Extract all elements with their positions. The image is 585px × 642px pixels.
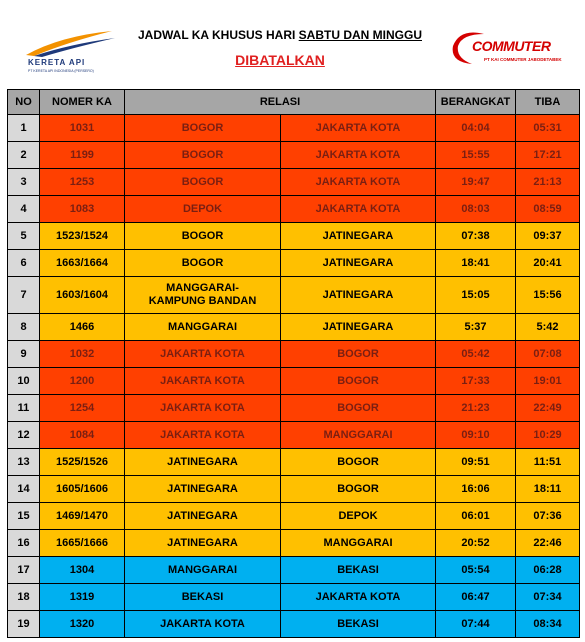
cell-no: 1 <box>8 115 40 142</box>
cell-departure: 06:01 <box>436 503 516 530</box>
cell-nomer-ka: 1199 <box>40 142 125 169</box>
cell-from-line1: MANGGARAI- <box>166 282 239 294</box>
cell-from: JATINEGARA <box>125 476 281 503</box>
kai-logo-subtitle: PT KERETA API INDONESIA (PERSERO) <box>28 69 94 73</box>
cell-nomer-ka: 1304 <box>40 557 125 584</box>
cell-departure: 07:38 <box>436 223 516 250</box>
title-block <box>130 28 430 68</box>
cell-departure: 05:42 <box>436 341 516 368</box>
cell-arrival: 06:28 <box>516 557 580 584</box>
table-header-row <box>8 90 580 115</box>
cell-departure: 20:52 <box>436 530 516 557</box>
header-tiba: TIBA <box>516 90 580 115</box>
cell-from: MANGGARAI <box>125 557 281 584</box>
cell-no: 14 <box>8 476 40 503</box>
table-row <box>8 368 580 395</box>
cell-arrival: 09:37 <box>516 223 580 250</box>
table-row <box>8 196 580 223</box>
cell-from: JATINEGARA <box>125 449 281 476</box>
cell-departure: 16:06 <box>436 476 516 503</box>
cell-from-line2: KAMPUNG BANDAN <box>148 295 257 307</box>
cell-arrival: 22:49 <box>516 395 580 422</box>
cell-from: BOGOR <box>125 250 281 277</box>
cell-to: BOGOR <box>281 368 436 395</box>
schedule-table <box>7 89 580 638</box>
cell-nomer-ka: 1466 <box>40 314 125 341</box>
table-row <box>8 476 580 503</box>
cell-to: MANGGARAI <box>281 422 436 449</box>
page-title <box>130 28 430 42</box>
cell-arrival: 21:13 <box>516 169 580 196</box>
cell-no: 19 <box>8 611 40 638</box>
cell-arrival: 08:59 <box>516 196 580 223</box>
cell-nomer-ka: 1254 <box>40 395 125 422</box>
cell-nomer-ka: 1663/1664 <box>40 250 125 277</box>
cell-no: 11 <box>8 395 40 422</box>
header-relasi: RELASI <box>125 90 436 115</box>
cell-to: JATINEGARA <box>281 314 436 341</box>
commuter-logo <box>450 28 580 72</box>
cell-nomer-ka: 1525/1526 <box>40 449 125 476</box>
cell-to: BEKASI <box>281 557 436 584</box>
cell-to: BOGOR <box>281 341 436 368</box>
title-prefix: JADWAL KA KHUSUS HARI <box>137 28 299 42</box>
cell-nomer-ka: 1031 <box>40 115 125 142</box>
cell-from: MANGGARAI <box>125 314 281 341</box>
cell-nomer-ka: 1320 <box>40 611 125 638</box>
cell-from: BOGOR <box>125 169 281 196</box>
cell-to: JATINEGARA <box>281 277 436 314</box>
cell-departure: 05:54 <box>436 557 516 584</box>
cell-arrival: 18:11 <box>516 476 580 503</box>
title-days: SABTU DAN MINGGU <box>298 28 422 42</box>
table-row <box>8 503 580 530</box>
table-row <box>8 611 580 638</box>
cell-arrival: 11:51 <box>516 449 580 476</box>
cancelled-status: DIBATALKAN <box>235 52 325 68</box>
cell-nomer-ka: 1523/1524 <box>40 223 125 250</box>
table-row <box>8 250 580 277</box>
cell-nomer-ka: 1032 <box>40 341 125 368</box>
cell-no: 17 <box>8 557 40 584</box>
cell-departure: 15:05 <box>436 277 516 314</box>
cell-no: 12 <box>8 422 40 449</box>
cell-departure: 08:03 <box>436 196 516 223</box>
cell-departure: 09:51 <box>436 449 516 476</box>
cell-arrival: 08:34 <box>516 611 580 638</box>
kereta-api-logo <box>20 28 120 78</box>
cell-departure: 17:33 <box>436 368 516 395</box>
header-berangkat: BERANGKAT <box>436 90 516 115</box>
table-row <box>8 584 580 611</box>
cell-no: 6 <box>8 250 40 277</box>
table-row <box>8 557 580 584</box>
cell-departure: 07:44 <box>436 611 516 638</box>
table-row <box>8 395 580 422</box>
cell-no: 9 <box>8 341 40 368</box>
cell-no: 13 <box>8 449 40 476</box>
cell-from: DEPOK <box>125 196 281 223</box>
cell-from: JATINEGARA <box>125 503 281 530</box>
cell-departure: 5:37 <box>436 314 516 341</box>
commuter-logo-text: COMMUTER <box>472 38 551 54</box>
cell-no: 7 <box>8 277 40 314</box>
cell-from: BOGOR <box>125 223 281 250</box>
cell-nomer-ka: 1605/1606 <box>40 476 125 503</box>
cell-arrival: 20:41 <box>516 250 580 277</box>
table-row <box>8 314 580 341</box>
cell-arrival: 07:08 <box>516 341 580 368</box>
table-row <box>8 422 580 449</box>
cell-departure: 15:55 <box>436 142 516 169</box>
cell-nomer-ka: 1319 <box>40 584 125 611</box>
kai-logo-text: KERETA API <box>28 58 86 67</box>
table-row <box>8 530 580 557</box>
cell-arrival: 15:56 <box>516 277 580 314</box>
cell-from: JATINEGARA <box>125 530 281 557</box>
cell-to: JATINEGARA <box>281 223 436 250</box>
cell-departure: 04:04 <box>436 115 516 142</box>
cell-no: 15 <box>8 503 40 530</box>
table-row <box>8 223 580 250</box>
header-no: NO <box>8 90 40 115</box>
cell-departure: 09:10 <box>436 422 516 449</box>
cell-to: JAKARTA KOTA <box>281 115 436 142</box>
header <box>0 0 585 88</box>
cell-to: JAKARTA KOTA <box>281 142 436 169</box>
header-nomer-ka: NOMER KA <box>40 90 125 115</box>
cell-from: JAKARTA KOTA <box>125 368 281 395</box>
kai-swoosh-icon <box>20 28 120 58</box>
cell-nomer-ka: 1084 <box>40 422 125 449</box>
cell-nomer-ka: 1200 <box>40 368 125 395</box>
cell-departure: 06:47 <box>436 584 516 611</box>
cell-to: BOGOR <box>281 395 436 422</box>
table-row <box>8 449 580 476</box>
cell-to: JATINEGARA <box>281 250 436 277</box>
cell-departure: 18:41 <box>436 250 516 277</box>
cell-from: BOGOR <box>125 115 281 142</box>
cell-nomer-ka: 1253 <box>40 169 125 196</box>
cell-no: 3 <box>8 169 40 196</box>
cell-to: JAKARTA KOTA <box>281 169 436 196</box>
cell-nomer-ka: 1083 <box>40 196 125 223</box>
cell-arrival: 05:31 <box>516 115 580 142</box>
cell-no: 5 <box>8 223 40 250</box>
table-row <box>8 142 580 169</box>
cell-arrival: 07:34 <box>516 584 580 611</box>
cell-to: BOGOR <box>281 476 436 503</box>
cell-departure: 21:23 <box>436 395 516 422</box>
cell-no: 8 <box>8 314 40 341</box>
cell-no: 2 <box>8 142 40 169</box>
cell-from: JAKARTA KOTA <box>125 395 281 422</box>
cell-nomer-ka: 1469/1470 <box>40 503 125 530</box>
cell-arrival: 22:46 <box>516 530 580 557</box>
cell-to: BEKASI <box>281 611 436 638</box>
table-row <box>8 341 580 368</box>
cell-nomer-ka: 1603/1604 <box>40 277 125 314</box>
cell-from: BEKASI <box>125 584 281 611</box>
cell-arrival: 07:36 <box>516 503 580 530</box>
table-row <box>8 277 580 314</box>
cell-arrival: 17:21 <box>516 142 580 169</box>
cell-arrival: 19:01 <box>516 368 580 395</box>
cell-to: JAKARTA KOTA <box>281 196 436 223</box>
commuter-logo-subtitle: PT KAI COMMUTER JABODETABEK <box>484 57 562 62</box>
cell-to: DEPOK <box>281 503 436 530</box>
cell-to: MANGGARAI <box>281 530 436 557</box>
cell-no: 4 <box>8 196 40 223</box>
cell-no: 16 <box>8 530 40 557</box>
cell-from: JAKARTA KOTA <box>125 341 281 368</box>
cell-to: BOGOR <box>281 449 436 476</box>
cell-from: JAKARTA KOTA <box>125 611 281 638</box>
table-row <box>8 169 580 196</box>
cell-arrival: 5:42 <box>516 314 580 341</box>
cell-departure: 19:47 <box>436 169 516 196</box>
cell-no: 18 <box>8 584 40 611</box>
cell-from: JAKARTA KOTA <box>125 422 281 449</box>
cell-from <box>125 277 281 314</box>
cell-arrival: 10:29 <box>516 422 580 449</box>
cell-to: JAKARTA KOTA <box>281 584 436 611</box>
cell-from: BOGOR <box>125 142 281 169</box>
cell-nomer-ka: 1665/1666 <box>40 530 125 557</box>
cell-no: 10 <box>8 368 40 395</box>
table-row <box>8 115 580 142</box>
